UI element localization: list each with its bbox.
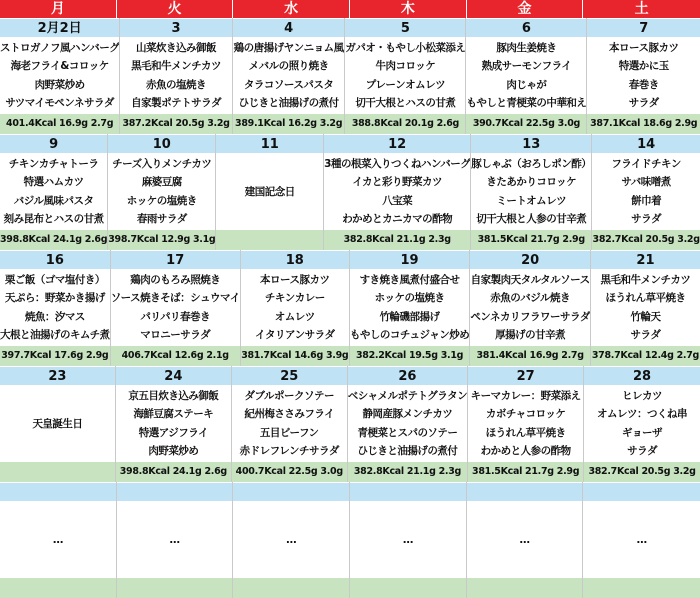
holiday-label: 天皇誕生日 bbox=[32, 417, 83, 430]
menu-item: 赤ドレフレンチサラダ bbox=[239, 444, 339, 457]
menu-items bbox=[116, 385, 231, 462]
nutrition-info: 382.7Kcal 20.5g 3.2g bbox=[592, 230, 700, 250]
day-cell bbox=[470, 250, 591, 366]
day-cell bbox=[466, 18, 587, 134]
menu-items bbox=[587, 37, 700, 114]
menu-item: 大根と油揚げのキムチ煮 bbox=[0, 328, 110, 341]
day-cell bbox=[111, 250, 241, 366]
menu-item: 青梗菜とスパのソテー bbox=[357, 426, 458, 439]
menu-item: 肉野菜炒め bbox=[34, 78, 85, 91]
menu-items bbox=[0, 37, 119, 114]
day-date: 16 bbox=[0, 250, 110, 269]
weekday-mon: 月 bbox=[0, 0, 117, 18]
day-date: 25 bbox=[232, 366, 347, 385]
day-cell bbox=[233, 482, 350, 598]
menu-item: 切干大根と人参の甘辛煮 bbox=[476, 212, 587, 225]
week-row bbox=[0, 366, 700, 482]
menu-item: オムレツ bbox=[274, 310, 315, 323]
day-date: 12 bbox=[324, 134, 470, 153]
day-cell bbox=[324, 134, 471, 250]
menu-item: オムレツ：つくね串 bbox=[597, 408, 688, 421]
day-date: 4 bbox=[233, 18, 345, 37]
nutrition-info: 381.4Kcal 16.9g 2.7g bbox=[470, 346, 590, 366]
day-cell bbox=[117, 482, 234, 598]
menu-items bbox=[233, 37, 345, 114]
weekday-wed: 水 bbox=[233, 0, 350, 18]
menu-item: ガパオ・もやし小松菜添え bbox=[345, 42, 466, 55]
menu-item: キーマカレー：野菜添え bbox=[470, 390, 581, 403]
nutrition-info bbox=[117, 578, 233, 598]
menu-item: ペンネカリフラワーサラダ bbox=[470, 310, 590, 323]
day-cell bbox=[0, 18, 120, 134]
weekday-header bbox=[0, 0, 700, 18]
menu-item: 山菜炊き込み御飯 bbox=[136, 42, 217, 55]
day-date: 11 bbox=[216, 134, 323, 153]
day-cell bbox=[0, 250, 111, 366]
menu-item: 本ロース豚カツ bbox=[260, 274, 330, 287]
nutrition-info: 398.8Kcal 24.1g 2.6g bbox=[116, 462, 231, 482]
nutrition-info: 388.8Kcal 20.1g 2.6g bbox=[345, 114, 465, 134]
week-row bbox=[0, 18, 700, 134]
menu-item: 海老フライ&コロッケ bbox=[10, 60, 109, 73]
menu-item: バジル風味パスタ bbox=[13, 194, 94, 207]
menu-item: 豚肉生姜焼き bbox=[496, 42, 557, 55]
menu-items bbox=[591, 269, 700, 346]
day-date: 5 bbox=[345, 18, 465, 37]
nutrition-info: 390.7Kcal 22.5g 3.0g bbox=[466, 114, 586, 134]
menu-items bbox=[0, 385, 115, 462]
menu-item: もやしと青梗菜の中華和え bbox=[466, 96, 587, 109]
menu-items bbox=[324, 153, 470, 230]
menu-items bbox=[120, 37, 232, 114]
nutrition-info: 400.7Kcal 22.5g 3.0g bbox=[232, 462, 347, 482]
nutrition-info: 382.8Kcal 21.1g 2.3g bbox=[324, 230, 470, 250]
day-date: 28 bbox=[584, 366, 700, 385]
nutrition-info: 381.5Kcal 21.7g 2.9g bbox=[468, 462, 583, 482]
menu-item: 自家製肉天タルタルソース bbox=[470, 274, 590, 287]
menu-item: … bbox=[636, 533, 647, 546]
menu-item: マロニーサラダ bbox=[140, 328, 211, 341]
day-cell bbox=[583, 482, 700, 598]
menu-items bbox=[584, 385, 700, 462]
week-row bbox=[0, 250, 700, 366]
nutrition-info bbox=[0, 462, 115, 482]
menu-item: 天ぷら：野菜かき揚げ bbox=[4, 292, 105, 305]
menu-item: パリパリ春巻き bbox=[140, 310, 211, 323]
day-date bbox=[467, 482, 583, 501]
menu-item: サラダ bbox=[627, 444, 657, 457]
menu-items bbox=[241, 269, 349, 346]
day-cell bbox=[350, 482, 467, 598]
menu-item: サバ味噌煮 bbox=[621, 176, 671, 189]
day-cell bbox=[467, 482, 584, 598]
menu-item: イタリアンサラダ bbox=[255, 328, 335, 341]
menu-items bbox=[583, 501, 700, 578]
day-cell bbox=[471, 134, 592, 250]
menu-item: 五目ビーフン bbox=[259, 426, 319, 439]
menu-items bbox=[111, 269, 240, 346]
nutrition-info bbox=[583, 578, 700, 598]
menu-item: 海鮮豆腐ステーキ bbox=[133, 408, 214, 421]
day-date: 18 bbox=[241, 250, 349, 269]
calendar-body bbox=[0, 18, 700, 598]
menu-item: 竹輪天 bbox=[630, 310, 661, 323]
nutrition-info bbox=[233, 578, 349, 598]
day-cell bbox=[468, 366, 584, 482]
day-date bbox=[0, 482, 116, 501]
menu-item: わかめと人参の酢物 bbox=[480, 444, 571, 457]
menu-item: もやしのコチュジャン炒め bbox=[349, 328, 470, 341]
menu-items bbox=[0, 153, 107, 230]
menu-item: 熟成サーモンフライ bbox=[481, 60, 572, 73]
day-date bbox=[117, 482, 233, 501]
menu-item: ダブルポークソテー bbox=[244, 390, 335, 403]
menu-item: 京五目炊き込み御飯 bbox=[128, 390, 219, 403]
menu-item: 春雨サラダ bbox=[136, 212, 187, 225]
nutrition-info: 401.4Kcal 16.9g 2.7g bbox=[0, 114, 119, 134]
menu-item: サツマイモペンネサラダ bbox=[5, 96, 114, 109]
menu-item: … bbox=[286, 533, 297, 546]
menu-item: イカと彩り野菜カツ bbox=[352, 176, 443, 189]
day-date: 19 bbox=[350, 250, 469, 269]
day-cell bbox=[120, 18, 233, 134]
menu-items bbox=[470, 269, 590, 346]
menu-item: 切干大根とハスの甘煮 bbox=[355, 96, 456, 109]
nutrition-info: 382.8Kcal 21.1g 2.3g bbox=[348, 462, 467, 482]
menu-item: サラダ bbox=[630, 328, 661, 341]
menu-item: メバルの照り焼き bbox=[248, 60, 329, 73]
day-date: 21 bbox=[591, 250, 700, 269]
menu-item: … bbox=[52, 533, 63, 546]
menu-item: ホッケの塩焼き bbox=[126, 194, 197, 207]
day-date: 9 bbox=[0, 134, 107, 153]
menu-item: ひじきと油揚げの煮付 bbox=[238, 96, 339, 109]
menu-item: 黒毛和牛メンチカツ bbox=[600, 274, 691, 287]
nutrition-info bbox=[216, 230, 323, 250]
nutrition-info bbox=[350, 578, 466, 598]
menu-items bbox=[348, 385, 467, 462]
day-cell bbox=[584, 366, 700, 482]
nutrition-info: 397.7Kcal 17.6g 2.9g bbox=[0, 346, 110, 366]
nutrition-info: 382.7Kcal 20.5g 3.2g bbox=[584, 462, 700, 482]
day-date: 13 bbox=[471, 134, 591, 153]
menu-item: 紀州梅ささみフライ bbox=[244, 408, 335, 421]
menu-item: きたあかりコロッケ bbox=[486, 176, 577, 189]
menu-item: ミートオムレツ bbox=[496, 194, 567, 207]
menu-item: … bbox=[169, 533, 180, 546]
day-cell bbox=[345, 18, 466, 134]
day-cell bbox=[241, 250, 350, 366]
menu-item: わかめとカニカマの酢物 bbox=[342, 212, 453, 225]
weekday-tue: 火 bbox=[117, 0, 234, 18]
menu-item: ひじきと油揚げの煮付 bbox=[357, 444, 458, 457]
menu-items bbox=[468, 385, 583, 462]
menu-items bbox=[592, 153, 700, 230]
day-date: 24 bbox=[116, 366, 231, 385]
menu-item: 特選ハムカツ bbox=[23, 176, 84, 189]
menu-item: 赤魚のバジル焼き bbox=[490, 292, 570, 305]
menu-items bbox=[350, 501, 466, 578]
day-cell bbox=[232, 366, 348, 482]
menu-item: 自家製ポテトサラダ bbox=[131, 96, 221, 109]
menu-item: チキンカレー bbox=[264, 292, 325, 305]
menu-items bbox=[216, 153, 323, 230]
menu-item: 鶏の唐揚げヤンニョム風 bbox=[233, 42, 344, 55]
day-cell bbox=[592, 134, 700, 250]
day-cell bbox=[587, 18, 700, 134]
day-cell bbox=[350, 250, 470, 366]
menu-items bbox=[466, 37, 586, 114]
weekday-fri: 金 bbox=[467, 0, 584, 18]
day-cell bbox=[348, 366, 468, 482]
holiday-label: 建国記念日 bbox=[244, 185, 295, 198]
menu-item: チキンカチャトーラ bbox=[8, 158, 99, 171]
menu-item: ほうれん草平焼き bbox=[485, 426, 566, 439]
nutrition-info: 406.7Kcal 12.6g 2.1g bbox=[111, 346, 240, 366]
menu-item: ソース焼きそば：シュウマイ bbox=[110, 292, 240, 305]
menu-item: … bbox=[402, 533, 413, 546]
menu-item: プレーンオムレツ bbox=[365, 78, 446, 91]
nutrition-info bbox=[467, 578, 583, 598]
menu-item: ほうれん草平焼き bbox=[605, 292, 686, 305]
menu-item: ストロガノフ風ハンバーグ bbox=[0, 42, 120, 55]
menu-item: 八宝菜 bbox=[382, 194, 413, 207]
menu-items bbox=[0, 269, 110, 346]
menu-item: 餅巾着 bbox=[631, 194, 662, 207]
nutrition-info: 387.2Kcal 20.5g 3.2g bbox=[120, 114, 232, 134]
nutrition-info: 381.7Kcal 14.6g 3.9g bbox=[241, 346, 349, 366]
nutrition-info: 387.1Kcal 18.6g 2.9g bbox=[587, 114, 700, 134]
weekday-thu: 木 bbox=[350, 0, 467, 18]
day-date: 6 bbox=[466, 18, 586, 37]
menu-item: 黒毛和牛メンチカツ bbox=[131, 60, 221, 73]
menu-item: すき焼き風煮付盛合せ bbox=[359, 274, 460, 287]
nutrition-info: 382.2Kcal 19.5g 3.1g bbox=[350, 346, 469, 366]
menu-item: … bbox=[519, 533, 530, 546]
menu-item: チーズ入りメンチカツ bbox=[112, 158, 212, 171]
menu-item: 春巻き bbox=[628, 78, 659, 91]
menu-items bbox=[345, 37, 465, 114]
menu-item: 特選かに玉 bbox=[618, 60, 669, 73]
menu-item: カボチャコロッケ bbox=[485, 408, 566, 421]
day-date: 7 bbox=[587, 18, 700, 37]
weekday-sat: 土 bbox=[634, 1, 649, 17]
menu-item: 厚揚げの甘辛煮 bbox=[495, 328, 566, 341]
nutrition-info: 398.8Kcal 24.1g 2.6g bbox=[0, 230, 107, 250]
menu-item: サラダ bbox=[628, 96, 659, 109]
menu-item: 赤魚の塩焼き bbox=[146, 78, 207, 91]
nutrition-info: 378.7Kcal 12.4g 2.7g bbox=[591, 346, 700, 366]
menu-items bbox=[233, 501, 349, 578]
day-cell bbox=[0, 366, 116, 482]
day-cell bbox=[108, 134, 216, 250]
menu-item: 静岡産豚メンチカツ bbox=[362, 408, 453, 421]
day-date: 17 bbox=[111, 250, 240, 269]
day-cell bbox=[591, 250, 700, 366]
day-date: 2月2日 bbox=[0, 18, 119, 37]
day-date: 23 bbox=[0, 366, 115, 385]
menu-items bbox=[117, 501, 233, 578]
menu-item: 肉じゃが bbox=[506, 78, 547, 91]
menu-item: 肉野菜炒め bbox=[148, 444, 199, 457]
nutrition-info: 381.5Kcal 21.7g 2.9g bbox=[471, 230, 591, 250]
menu-item: 刻み昆布とハスの甘煮 bbox=[3, 212, 104, 225]
menu-items bbox=[471, 153, 591, 230]
menu-item: ベシャメルポテトグラタン bbox=[347, 390, 468, 403]
menu-items bbox=[467, 501, 583, 578]
day-cell bbox=[0, 482, 117, 598]
menu-item: サラダ bbox=[631, 212, 662, 225]
day-cell bbox=[233, 18, 346, 134]
day-date: 27 bbox=[468, 366, 583, 385]
menu-item: タラコソースパスタ bbox=[243, 78, 334, 91]
menu-item: ホッケの塩焼き bbox=[374, 292, 445, 305]
menu-item: 焼魚：汐マス bbox=[24, 310, 85, 323]
menu-item: ギョーザ bbox=[622, 426, 663, 439]
menu-items bbox=[232, 385, 347, 462]
nutrition-info bbox=[0, 578, 116, 598]
menu-item: ヒレカツ bbox=[622, 390, 663, 403]
day-cell bbox=[0, 134, 108, 250]
day-date bbox=[233, 482, 349, 501]
week-row bbox=[0, 134, 700, 250]
menu-item: 牛肉コロッケ bbox=[375, 60, 436, 73]
menu-item: 豚しゃぶ（おろしポン酢） bbox=[471, 158, 592, 171]
day-date bbox=[350, 482, 466, 501]
day-date bbox=[583, 482, 700, 501]
nutrition-info: 398.7Kcal 12.9g 3.1g bbox=[108, 230, 215, 250]
day-cell bbox=[216, 134, 324, 250]
day-date: 14 bbox=[592, 134, 700, 153]
menu-item: 竹輪磯部揚げ bbox=[379, 310, 440, 323]
day-date: 20 bbox=[470, 250, 590, 269]
menu-items bbox=[108, 153, 215, 230]
menu-item: 鶏肉のもろみ照焼き bbox=[130, 274, 221, 287]
menu-item: 栗ご飯（ゴマ塩付き） bbox=[4, 274, 105, 287]
day-cell bbox=[116, 366, 232, 482]
menu-item: 3種の根菜入りつくねハンバーグ bbox=[324, 158, 471, 171]
week-row bbox=[0, 482, 700, 598]
day-date: 3 bbox=[120, 18, 232, 37]
day-date: 26 bbox=[348, 366, 467, 385]
menu-item: フライドチキン bbox=[611, 158, 681, 171]
menu-items bbox=[0, 501, 116, 578]
day-date: 10 bbox=[108, 134, 215, 153]
menu-item: 本ロース豚カツ bbox=[608, 42, 679, 55]
menu-item: 麻婆豆腐 bbox=[141, 176, 182, 189]
menu-items bbox=[350, 269, 469, 346]
menu-item: 特選アジフライ bbox=[138, 426, 208, 439]
nutrition-info: 389.1Kcal 16.2g 3.2g bbox=[233, 114, 345, 134]
